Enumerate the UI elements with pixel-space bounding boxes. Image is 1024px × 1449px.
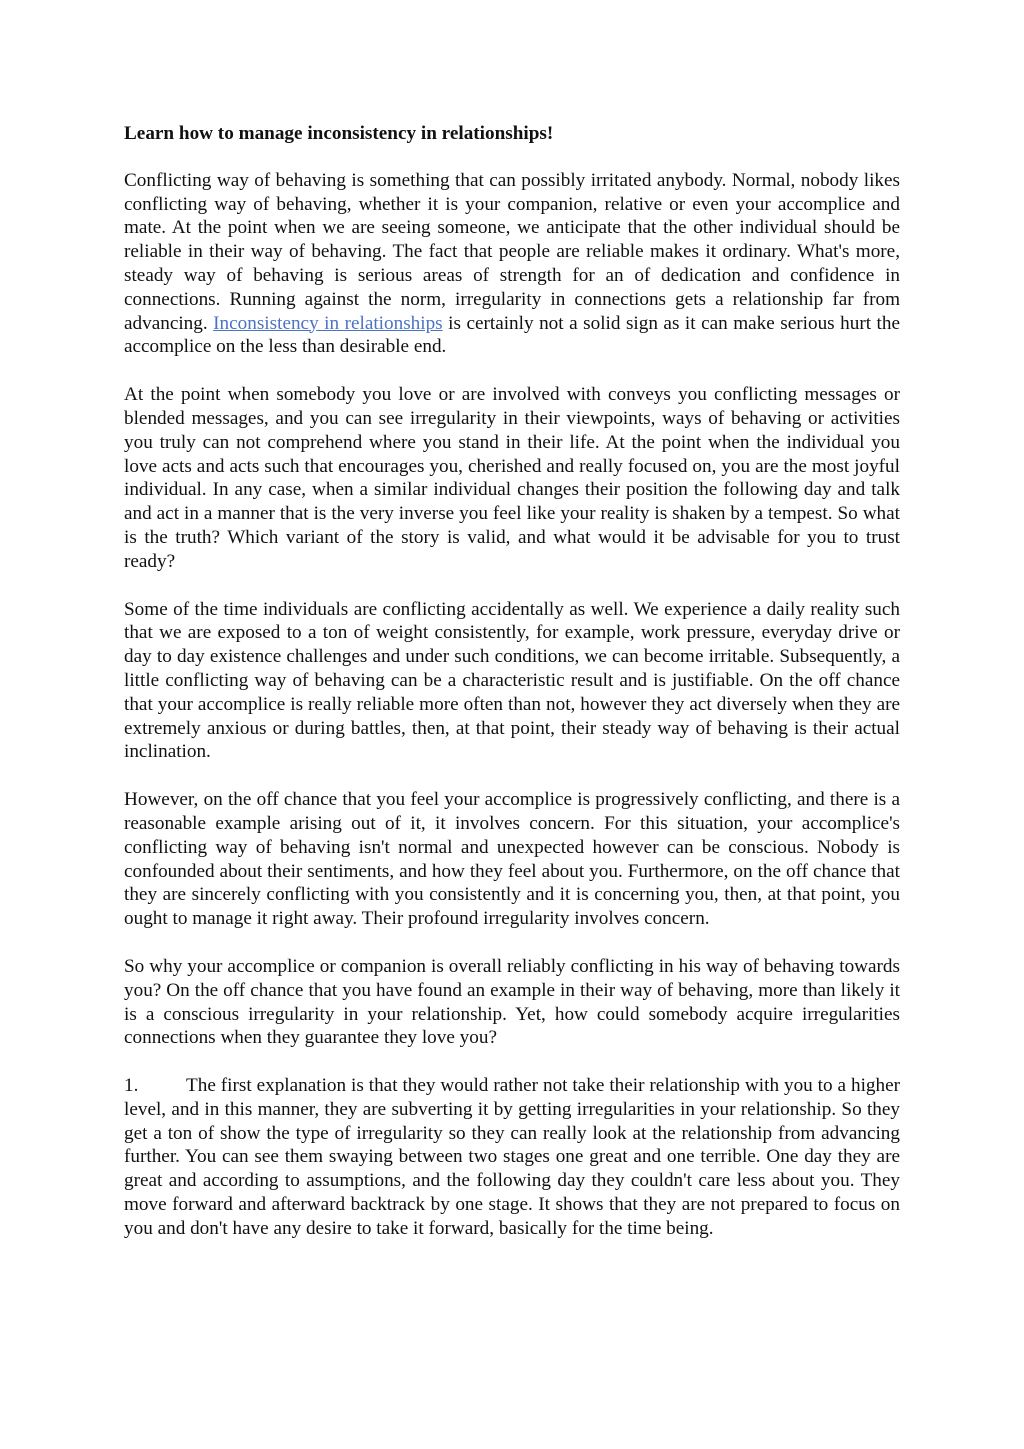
list-item-number: 1. [124,1075,139,1097]
paragraph-1-text-after: is certainly not a solid sign as it can make serious hurt the accomplice on the less than desirable end. [124,312,900,358]
paragraph-3: Some of the time individuals are conflicting accidentally as well. We experience a daily reality such that we are exposed to a ton of weight consistently, for example, work pressure, everyday drive or day to day existence challenges and under such conditions, we can become irritable. Subsequently, a little conflicting way of behaving can be a characteristic result and is justifiable. On the off chance that your accomplice is really reliable more often than not, however they act diversely when they are extremely anxious or during battles, then, at that point, their steady way of behaving is their actual inclination. [124,598,900,763]
list-item [124,1074,900,1241]
paragraph-2: At the point when somebody you love or are involved with conveys you conflicting messages or blended messages, and you can see irregularity in their viewpoints, ways of behaving or activities you truly can not comprehend where you stand in their life. At the point when the individual you love acts and acts such that encourages you, cherished and really focused on, you are the most joyful individual. In any case, when a similar individual changes their position the following day and talk and act in a manner that is the very inverse you feel like your reality is shaken by a tempest. So what is the truth? Which variant of the story is valid, and what would it be advisable for you to trust ready? [124,384,900,572]
paragraph-1-text-before: Conflicting way of behaving is something that can possibly irritated anybody. Normal, nobody likes conflicting way of behaving, whether it is your companion, relative or even your accomplice and mate. At the point when we are seeing someone, we anticipate that the other individual should be reliable in their way of behaving. The fact that people are reliable makes it ordinary. What's more, steady way of behaving is serious areas of strength for an of dedication and confidence in connections. Running against the norm, irregularity in connections gets a relationship far from advancing. [124,169,900,334]
list-item-text: The first explanation is that they would rather not take their relationship with you to a higher level, and in this manner, they are subverting it by getting irregularities in your relationship. So they get a ton of show the type of irregularity so they can really look at the relationship from advancing further. You can see them swaying between two stages one great and one terrible. One day they are great and according to assumptions, and the following day they couldn't care less about you. They move forward and afterward backtrack by one stage. It shows that they are not prepared to focus on you and don't have any desire to take it forward, basically for the time being. [124,1075,900,1239]
paragraph-4: However, on the off chance that you feel your accomplice is progressively conflicting, and there is a reasonable example arising out of it, it involves concern. For this situation, your accomplice's conflicting way of behaving isn't normal and unexpected however can be conscious. Nobody is confounded about their sentiments, and how they feel about you. Furthermore, on the off chance that they are sincerely conflicting with you consistently and it is concerning you, then, at that point, you ought to manage it right away. Their profound irregularity involves concern. [124,789,900,930]
paragraph-5: So why your accomplice or companion is overall reliably conflicting in his way of behaving towards you? On the off chance that you have found an example in their way of behaving, more than likely it is a conscious irregularity in your relationship. Yet, how could somebody acquire irregularities connections when they guarantee they love you? [124,955,900,1049]
paragraph-1 [124,169,900,359]
document-page [124,122,900,1265]
inconsistency-link[interactable]: Inconsistency in relationships [213,312,443,334]
document-title: Learn how to manage inconsistency in relationships! [124,123,554,144]
